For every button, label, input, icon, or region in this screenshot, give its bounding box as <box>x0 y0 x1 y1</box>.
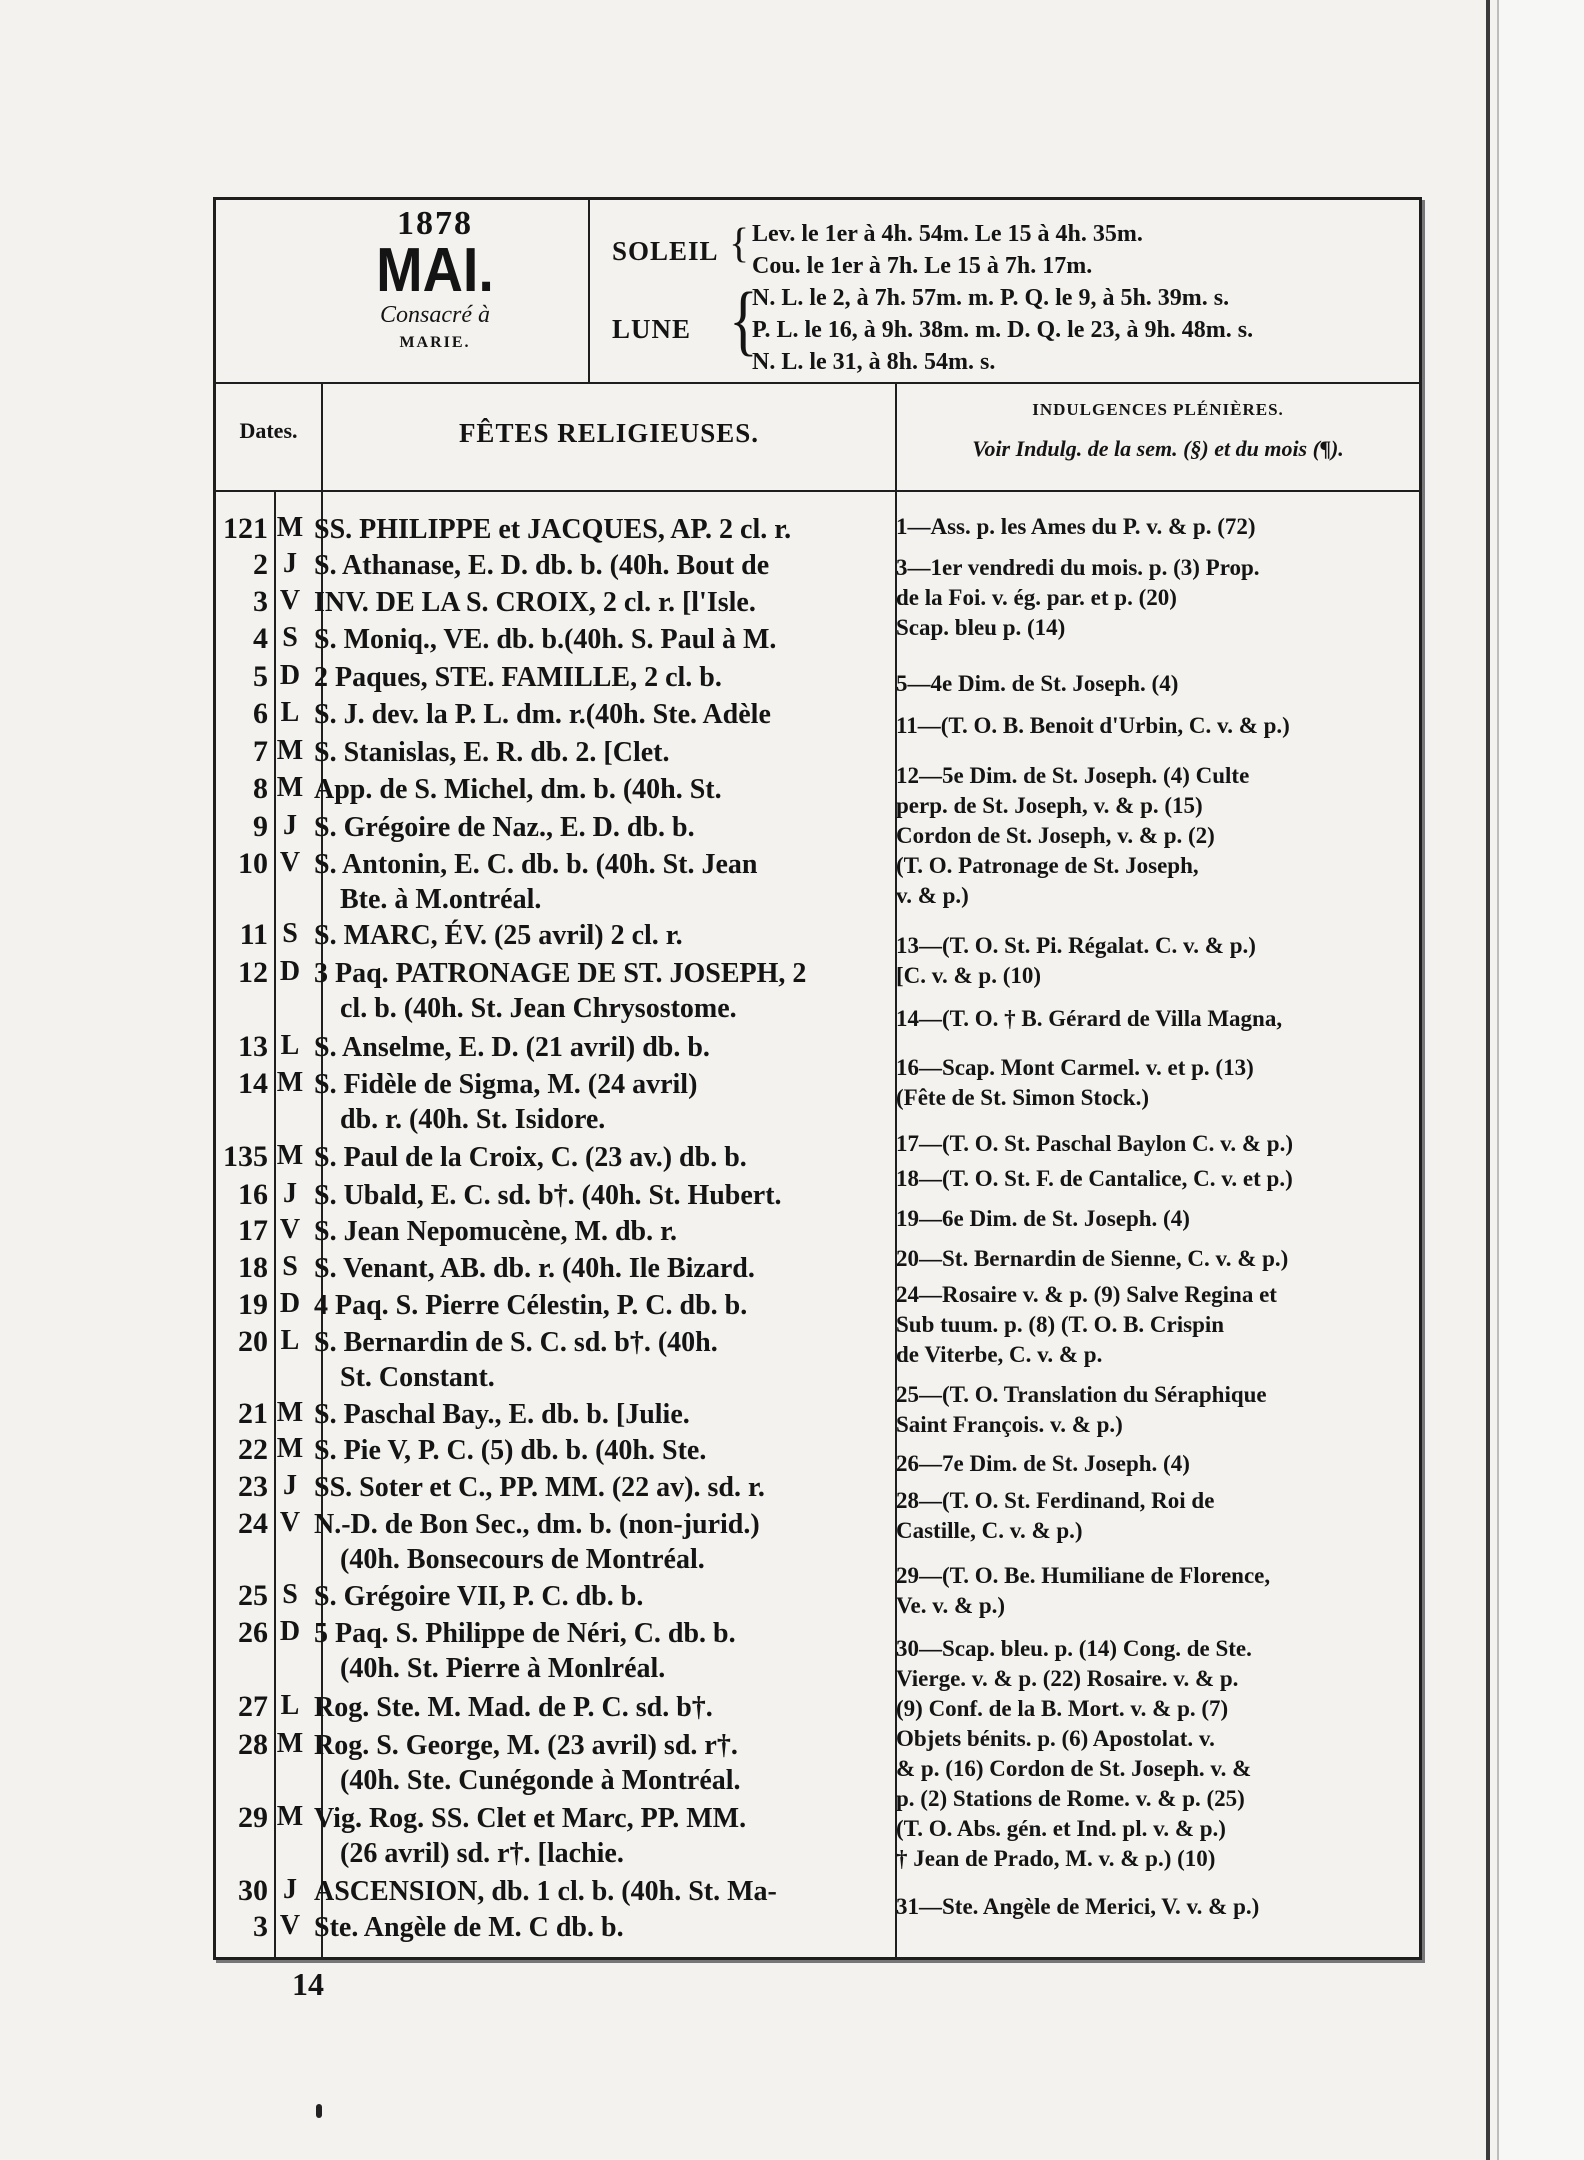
indulgence-line: † Jean de Prado, M. v. & p.) (10) <box>896 1846 1216 1871</box>
fete-line: S. Grégoire de Naz., E. D. db. b. <box>314 812 695 843</box>
soleil-label: SOLEIL <box>612 236 719 266</box>
dates-header: Dates. <box>239 418 298 443</box>
day-number: 4 <box>253 622 268 655</box>
fete-line: S. Ubald, E. C. sd. b†. (40h. St. Hubert. <box>314 1180 782 1211</box>
indulgence-line: Castille, C. v. & p.) <box>896 1518 1083 1543</box>
day-number: 11 <box>239 918 268 951</box>
fete-text <box>314 956 890 1026</box>
fetes-header: FÊTES RELIGIEUSES. <box>458 418 760 448</box>
indulgence-entry <box>896 1486 1408 1546</box>
fete-text <box>314 772 890 807</box>
fete-text <box>314 1140 890 1175</box>
weekday-letter: M <box>276 1397 304 1428</box>
indulgence-line: [C. v. & p. (10) <box>896 963 1042 988</box>
indulgence-entry <box>896 1280 1408 1370</box>
fete-text <box>314 847 890 917</box>
weekday-letter: V <box>279 1910 301 1941</box>
indulgence-entry <box>896 761 1408 911</box>
indulgence-line: 26—7e Dim. de St. Joseph. (4) <box>896 1451 1190 1476</box>
weekday-letter: S <box>282 1251 298 1282</box>
day-number: 28 <box>238 1728 268 1761</box>
weekday-letter: J <box>283 1874 297 1905</box>
fete-line: db. r. (40h. St. Isidore. <box>340 1104 606 1135</box>
fete-line: S. Paschal Bay., E. db. b. [Julie. <box>314 1399 690 1430</box>
indulgence-line: 16—Scap. Mont Carmel. v. et p. (13) <box>896 1055 1254 1080</box>
fete-line: SS. Soter et C., PP. MM. (22 av). sd. r. <box>314 1472 765 1503</box>
fete-text <box>314 1579 890 1614</box>
fete-line: INV. DE LA S. CROIX, 2 cl. r. [l'Isle. <box>314 587 756 618</box>
fete-text <box>314 697 890 732</box>
header-divider <box>216 382 1419 384</box>
month-block <box>300 206 570 356</box>
weekday-letter: L <box>280 1030 300 1061</box>
weekday-letter: M <box>276 1433 304 1464</box>
fete-text <box>314 622 890 657</box>
day-number: 9 <box>253 810 268 843</box>
fete-text <box>314 918 890 953</box>
indulgence-entry <box>896 1380 1408 1440</box>
weekday-letter: D <box>279 660 301 691</box>
fete-text <box>314 1178 890 1213</box>
weekday-letter: V <box>279 1214 301 1245</box>
indulgence-entry <box>896 1449 1408 1479</box>
indulgence-line: 17—(T. O. St. Paschal Baylon C. v. & p.) <box>896 1131 1293 1156</box>
indulgence-entry <box>896 1634 1408 1874</box>
weekday-letter: D <box>279 1616 301 1647</box>
weekday-letter: L <box>280 1325 300 1356</box>
indulgence-line: 13—(T. O. St. Pi. Régalat. C. v. & p.) <box>896 933 1256 958</box>
day-number: 16 <box>238 1178 268 1211</box>
weekday-letter: J <box>283 1178 297 1209</box>
indulgence-line: 29—(T. O. Be. Humiliane de Florence, <box>896 1563 1271 1588</box>
fete-line: St. Constant. <box>340 1362 495 1393</box>
year: 1878 <box>397 205 473 242</box>
fete-line: 5 Paq. S. Philippe de Néri, C. db. b. <box>314 1618 736 1649</box>
fete-line: N.-D. de Bon Sec., dm. b. (non-jurid.) <box>314 1509 760 1540</box>
fete-line: cl. b. (40h. St. Jean Chrysostome. <box>340 993 737 1024</box>
indulgence-line: 24—Rosaire v. & p. (9) Salve Regina et <box>896 1282 1277 1307</box>
page-edge <box>1486 0 1490 2160</box>
fete-line: S. Fidèle de Sigma, M. (24 avril) <box>314 1069 698 1100</box>
fete-line: SS. PHILIPPE et JACQUES, AP. 2 cl. r. <box>314 514 792 545</box>
indulgence-entry <box>896 1244 1408 1274</box>
fete-line: S. Paul de la Croix, C. (23 av.) db. b. <box>314 1142 747 1173</box>
day-number: 10 <box>238 847 268 880</box>
indulgence-entry <box>896 669 1408 699</box>
page-number: 14 <box>292 1966 324 2002</box>
fete-line: S. Pie V, P. C. (5) db. b. (40h. Ste. <box>314 1435 707 1466</box>
indulgence-entry <box>896 711 1408 741</box>
fete-text <box>314 585 890 620</box>
fete-text <box>314 1397 890 1432</box>
fete-text <box>314 1470 890 1505</box>
day-number: 121 <box>223 512 268 545</box>
column-header-divider <box>216 490 1419 492</box>
indulgences-header: INDULGENCES PLÉNIÈRES. <box>1032 400 1284 419</box>
day-number: 26 <box>238 1616 268 1649</box>
indulgence-line: 30—Scap. bleu. p. (14) Cong. de Ste. <box>896 1636 1252 1661</box>
fete-text <box>314 1874 890 1909</box>
indulgence-line: 5—4e Dim. de St. Joseph. (4) <box>896 671 1179 696</box>
fete-line: Rog. Ste. M. Mad. de P. C. sd. b†. <box>314 1692 713 1723</box>
weekday-letter: V <box>279 1507 301 1538</box>
indulgence-line: Cordon de St. Joseph, v. & p. (2) <box>896 823 1215 848</box>
fete-text <box>314 1030 890 1065</box>
indulgence-entry <box>896 1204 1408 1234</box>
fete-line: Vig. Rog. SS. Clet et Marc, PP. MM. <box>314 1803 747 1834</box>
weekday-letter: M <box>276 1067 304 1098</box>
indulgence-line: 11—(T. O. B. Benoit d'Urbin, C. v. & p.) <box>896 713 1290 738</box>
day-number: 23 <box>238 1470 268 1503</box>
fete-line: S. Jean Nepomucène, M. db. r. <box>314 1216 677 1247</box>
lune-line: N. L. le 2, à 7h. 57m. m. P. Q. le 9, à 5h. 39m. s. <box>752 285 1230 311</box>
indulgence-line: de Viterbe, C. v. & p. <box>896 1342 1103 1367</box>
fete-line: S. Antonin, E. C. db. b. (40h. St. Jean <box>314 849 758 880</box>
day-number: 24 <box>238 1507 268 1540</box>
indulgence-line: Ve. v. & p.) <box>896 1593 1006 1618</box>
consecration-text: Consacré à <box>380 302 490 328</box>
fete-text <box>314 1801 890 1871</box>
day-number: 18 <box>238 1251 268 1284</box>
fete-text <box>314 1214 890 1249</box>
indulgence-line: 12—5e Dim. de St. Joseph. (4) Culte <box>896 763 1250 788</box>
weekday-letter: L <box>280 697 300 728</box>
indulgence-entry <box>896 1053 1408 1113</box>
fete-line: S. Athanase, E. D. db. b. (40h. Bout de <box>314 550 770 581</box>
fete-line: S. Venant, AB. db. r. (40h. Ile Bizard. <box>314 1253 755 1284</box>
indulgence-line: 20—St. Bernardin de Sienne, C. v. & p.) <box>896 1246 1289 1271</box>
day-number: 5 <box>253 660 268 693</box>
fete-line: S. Bernardin de S. C. sd. b†. (40h. <box>314 1327 718 1358</box>
day-number: 29 <box>238 1801 268 1834</box>
day-number: 2 <box>253 548 268 581</box>
fete-line: S. Anselme, E. D. (21 avril) db. b. <box>314 1032 710 1063</box>
weekday-letter: D <box>279 1288 301 1319</box>
indulgence-line: Objets bénits. p. (6) Apostolat. v. <box>896 1726 1215 1751</box>
fete-text <box>314 1507 890 1577</box>
indulgence-line: Sub tuum. p. (8) (T. O. B. Crispin <box>896 1312 1225 1337</box>
fete-line: Bte. à M.ontréal. <box>340 884 542 915</box>
weekday-letter: M <box>276 512 304 543</box>
fete-line: S. Stanislas, E. R. db. 2. [Clet. <box>314 737 670 768</box>
indulgence-line: Vierge. v. & p. (22) Rosaire. v. & p. <box>896 1666 1239 1691</box>
facing-page-edge <box>1497 0 1584 2160</box>
weekday-letter: V <box>279 585 301 616</box>
weekday-letter: M <box>276 735 304 766</box>
indulgence-line: Scap. bleu p. (14) <box>896 615 1066 640</box>
indulgence-line: (Fête de St. Simon Stock.) <box>896 1085 1149 1110</box>
weekday-letter: M <box>276 1801 304 1832</box>
fete-text <box>314 1910 890 1945</box>
weekday-letter: J <box>283 810 297 841</box>
day-number: 27 <box>238 1690 268 1723</box>
indulgence-line: 3—1er vendredi du mois. p. (3) Prop. <box>896 555 1260 580</box>
lune-label: LUNE <box>612 314 692 344</box>
fete-text <box>314 1325 890 1395</box>
fete-line: S. Moniq., VE. db. b.(40h. S. Paul à M. <box>314 624 777 655</box>
indulgence-entry <box>896 1561 1408 1621</box>
day-number: 13 <box>238 1030 268 1063</box>
fete-text <box>314 810 890 845</box>
day-number: 17 <box>238 1214 268 1247</box>
indulgence-entry <box>896 1892 1408 1922</box>
consecration-name: MARIE. <box>399 334 471 351</box>
day-number: 30 <box>238 1874 268 1907</box>
header-vertical-divider <box>588 200 590 382</box>
fete-text <box>314 1067 890 1137</box>
indulgence-entry <box>896 553 1408 643</box>
fete-line: 4 Paq. S. Pierre Célestin, P. C. db. b. <box>314 1290 748 1321</box>
indulgence-line: 28—(T. O. St. Ferdinand, Roi de <box>896 1488 1215 1513</box>
fete-line: (40h. Bonsecours de Montréal. <box>340 1544 705 1575</box>
indulgence-line: perp. de St. Joseph, v. & p. (15) <box>896 793 1203 818</box>
fete-line: ASCENSION, db. 1 cl. b. (40h. St. Ma- <box>314 1876 777 1907</box>
day-number: 25 <box>238 1579 268 1612</box>
month-title: MAI. <box>376 236 494 305</box>
fete-text <box>314 1690 890 1725</box>
fete-text <box>314 512 890 547</box>
indulgence-line: 19—6e Dim. de St. Joseph. (4) <box>896 1206 1190 1231</box>
indulgence-entry <box>896 931 1408 991</box>
weekday-letter: S <box>282 622 298 653</box>
weekday-letter: J <box>283 548 297 579</box>
indulgence-line: v. & p.) <box>896 883 969 908</box>
lune-line: P. L. le 16, à 9h. 38m. m. D. Q. le 23, à 9h. 48m. s. <box>752 317 1254 343</box>
day-number: 3 <box>253 1910 268 1943</box>
weekday-letter: M <box>276 1140 304 1171</box>
indulgence-line: (T. O. Patronage de St. Joseph, <box>896 853 1199 878</box>
fete-line: S. J. dev. la P. L. dm. r.(40h. Ste. Adèle <box>314 699 771 730</box>
day-number: 135 <box>223 1140 268 1173</box>
indulgence-line: 14—(T. O. † B. Gérard de Villa Magna, <box>896 1006 1283 1031</box>
weekday-letter: M <box>276 1728 304 1759</box>
indulgence-entry <box>896 1129 1408 1159</box>
day-number: 21 <box>238 1397 268 1430</box>
fete-line: Rog. S. George, M. (23 avril) sd. r†. <box>314 1730 738 1761</box>
weekday-letter: D <box>279 956 301 987</box>
fete-text <box>314 735 890 770</box>
weekday-letter: S <box>282 1579 298 1610</box>
soleil-line: Cou. le 1er à 7h. Le 15 à 7h. 17m. <box>752 253 1093 279</box>
indulgence-line: 31—Ste. Angèle de Merici, V. v. & p.) <box>896 1894 1260 1919</box>
lune-brace: { <box>729 277 758 363</box>
indulgence-line: 1—Ass. p. les Ames du P. v. & p. (72) <box>896 514 1256 539</box>
day-number: 14 <box>238 1067 268 1100</box>
day-number: 8 <box>253 772 268 805</box>
weekday-letter: L <box>280 1690 300 1721</box>
indulgences-subheader: Voir Indulg. de la sem. (§) et du mois (¶). <box>972 436 1344 461</box>
fete-line: 2 Paques, STE. FAMILLE, 2 cl. b. <box>314 662 722 693</box>
weekday-letter: M <box>276 772 304 803</box>
soleil-line: Lev. le 1er à 4h. 54m. Le 15 à 4h. 35m. <box>752 221 1143 247</box>
indulgence-line: (9) Conf. de la B. Mort. v. & p. (7) <box>896 1696 1229 1721</box>
fete-line: (26 avril) sd. r†. [lachie. <box>340 1838 624 1869</box>
lune-line: N. L. le 31, à 8h. 54m. s. <box>752 349 996 375</box>
day-number: 20 <box>238 1325 268 1358</box>
fete-line: App. de S. Michel, dm. b. (40h. St. <box>314 774 722 805</box>
fete-line: Ste. Angèle de M. C db. b. <box>314 1912 624 1943</box>
indulgence-entry <box>896 512 1408 542</box>
indulgence-line: (T. O. Abs. gén. et Ind. pl. v. & p.) <box>896 1816 1226 1841</box>
day-number: 12 <box>238 956 268 989</box>
indulgence-entry <box>896 1164 1408 1194</box>
fete-line: (40h. St. Pierre à Monlréal. <box>340 1653 666 1684</box>
indulgence-line: 25—(T. O. Translation du Séraphique <box>896 1382 1267 1407</box>
fete-text <box>314 1433 890 1468</box>
weekday-letter: S <box>282 918 298 949</box>
weekday-letter: V <box>279 847 301 878</box>
fete-line: 3 Paq. PATRONAGE DE ST. JOSEPH, 2 <box>314 958 807 989</box>
fete-text <box>314 660 890 695</box>
indulgence-entry <box>896 1004 1408 1034</box>
indulgence-line: & p. (16) Cordon de St. Joseph. v. & <box>896 1756 1252 1781</box>
fete-line: S. MARC, ÉV. (25 avril) 2 cl. r. <box>314 920 683 951</box>
soleil-brace: { <box>729 221 750 267</box>
weekday-letter: J <box>283 1470 297 1501</box>
indulgence-line: de la Foi. v. ég. par. et p. (20) <box>896 585 1177 610</box>
day-number: 3 <box>253 585 268 618</box>
fete-line: S. Grégoire VII, P. C. db. b. <box>314 1581 644 1612</box>
ink-speck <box>316 2104 322 2118</box>
indulgence-line: 18—(T. O. St. F. de Cantalice, C. v. et p.) <box>896 1166 1293 1191</box>
indulgence-line: Saint François. v. & p.) <box>896 1412 1123 1437</box>
day-number: 22 <box>238 1433 268 1466</box>
indulgence-line: p. (2) Stations de Rome. v. & p. (25) <box>896 1786 1245 1811</box>
fete-text <box>314 1251 890 1286</box>
fete-text <box>314 548 890 583</box>
day-number: 7 <box>253 735 268 768</box>
day-number: 6 <box>253 697 268 730</box>
day-number: 19 <box>238 1288 268 1321</box>
fete-text <box>314 1728 890 1798</box>
fete-text <box>314 1616 890 1686</box>
fete-line: (40h. Ste. Cunégonde à Montréal. <box>340 1765 741 1796</box>
fete-text <box>314 1288 890 1323</box>
